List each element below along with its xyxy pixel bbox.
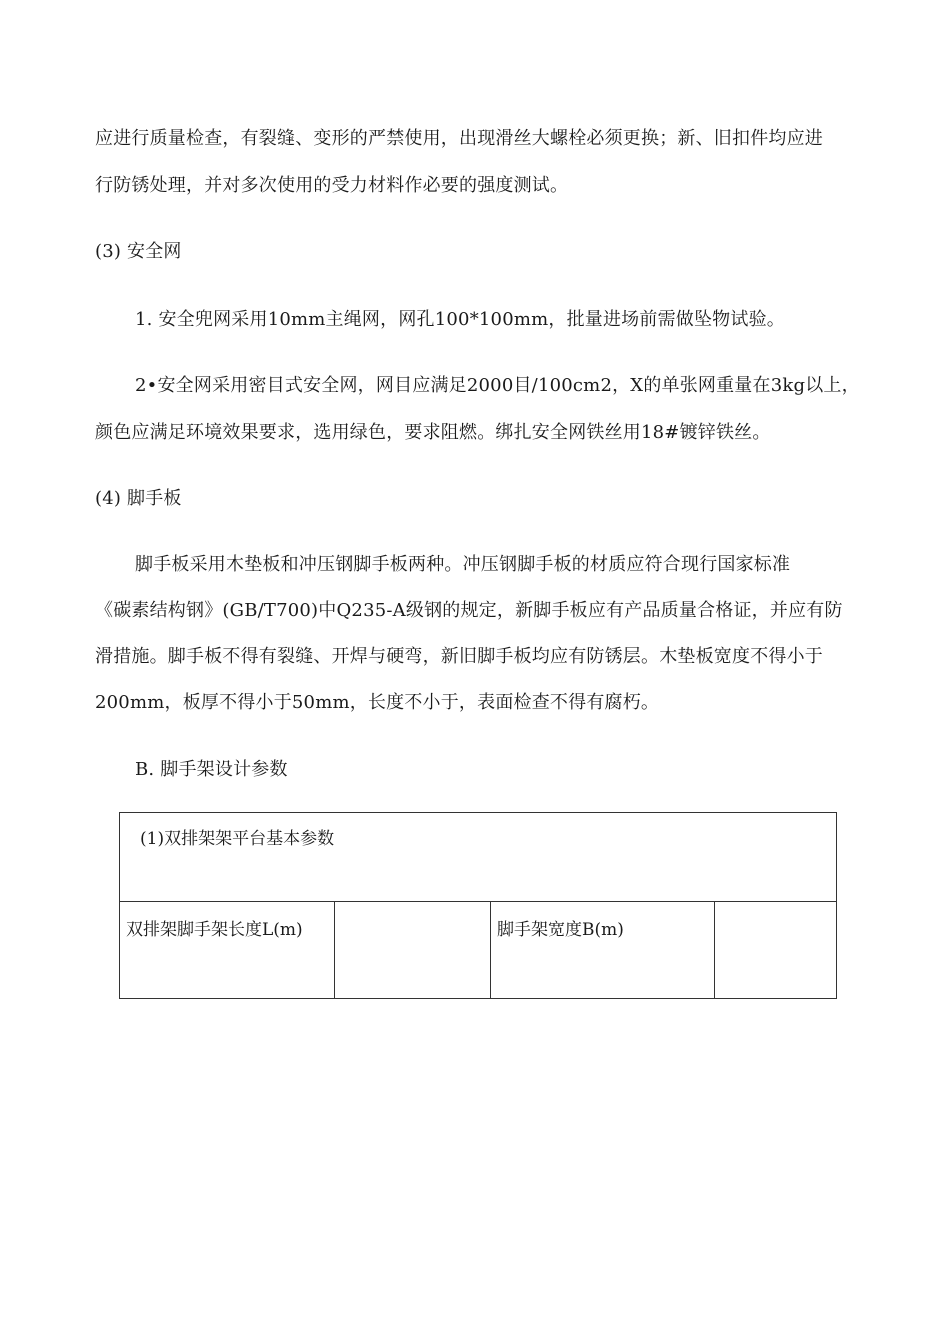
section-heading-design-parameters: B. 脚手架设计参数 bbox=[135, 759, 288, 780]
parameter-table bbox=[119, 812, 837, 999]
list-item: 2•安全网采用密目式安全网，网目应满足2000目/100cm2，X的单张网重量在3kg以上， bbox=[135, 375, 860, 396]
table-section-title: (1)双排架架平台基本参数 bbox=[120, 813, 837, 902]
table-row bbox=[120, 902, 837, 999]
paragraph-line: 应进行质量检查，有裂缝、变形的严禁使用，出现滑丝大螺栓必须更换；新、旧扣件均应进 bbox=[95, 128, 823, 149]
paragraph-line: 脚手板采用木垫板和冲压钢脚手板两种。冲压钢脚手板的材质应符合现行国家标准 bbox=[135, 554, 791, 575]
table-cell-value bbox=[715, 902, 837, 999]
paragraph-line: 滑措施。脚手板不得有裂缝、开焊与硬弯，新旧脚手板均应有防锈层。木垫板宽度不得小于 bbox=[95, 646, 823, 667]
paragraph-line: 200mm，板厚不得小于50mm，长度不小于，表面检查不得有腐朽。 bbox=[95, 692, 660, 713]
table-cell-label: 双排架脚手架长度L(m) bbox=[120, 902, 335, 999]
list-item: 1. 安全兜网采用10mm主绳网，网孔100*100mm，批量进场前需做坠物试验。 bbox=[135, 309, 785, 330]
table-row bbox=[120, 813, 837, 902]
section-heading-scaffold-board: (4) 脚手板 bbox=[95, 488, 182, 509]
section-heading-safety-net: (3) 安全网 bbox=[95, 241, 182, 262]
paragraph-line: 颜色应满足环境效果要求，选用绿色，要求阻燃。绑扎安全网铁丝用18#镀锌铁丝。 bbox=[95, 422, 771, 443]
table-cell-label: 脚手架宽度B(m) bbox=[491, 902, 715, 999]
table-cell-value bbox=[335, 902, 491, 999]
paragraph-line: 《碳素结构钢》(GB/T700)中Q235-A级钢的规定，新脚手板应有产品质量合格证，并应有防 bbox=[95, 600, 843, 621]
paragraph-line: 行防锈处理，并对多次使用的受力材料作必要的强度测试。 bbox=[95, 175, 569, 196]
